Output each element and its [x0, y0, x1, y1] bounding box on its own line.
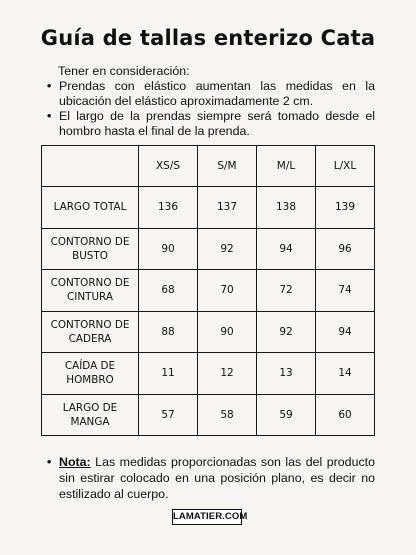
intro-bullet-elastic: • Prendas con elástico aumentan las medidas en la ubicación del elástico aproximadamente 2 cm.: [47, 79, 375, 109]
note-bullet: [47, 454, 375, 502]
size-table-header-row: [42, 146, 375, 187]
header-cell-xs-s: XS/S: [139, 146, 198, 187]
table-cell: 13: [257, 353, 316, 395]
table-row: [42, 353, 375, 395]
header-cell-l-xl: L/XL: [316, 146, 375, 187]
size-table: [41, 145, 375, 436]
header-cell-s-m: S/M: [198, 146, 257, 187]
table-cell: 59: [257, 394, 316, 436]
table-row: [42, 187, 375, 229]
table-cell: 60: [316, 394, 375, 436]
table-cell: 92: [257, 311, 316, 353]
header-cell-empty: [42, 146, 139, 187]
row-label: LARGO TOTAL: [42, 187, 139, 229]
page-title: Guía de tallas enterizo Cata: [40, 26, 376, 50]
table-cell: 88: [139, 311, 198, 353]
row-label: CONTORNO DE BUSTO: [42, 228, 139, 270]
table-cell: 57: [139, 394, 198, 436]
table-cell: 92: [198, 228, 257, 270]
intro-section: [47, 64, 375, 139]
row-label: CONTORNO DE CADERA: [42, 311, 139, 353]
intro-bullet-length: • El largo de la prendas siempre será tomado desde el hombro hasta el final de la prenda.: [47, 109, 375, 139]
row-label: CAÍDA DE HOMBRO: [42, 353, 139, 395]
intro-bullet-list: [47, 79, 375, 139]
table-cell: 12: [198, 353, 257, 395]
table-cell: 90: [139, 228, 198, 270]
table-cell: 136: [139, 187, 198, 229]
table-cell: 14: [316, 353, 375, 395]
row-label: CONTORNO DE CINTURA: [42, 270, 139, 312]
table-row: [42, 311, 375, 353]
table-row: [42, 394, 375, 436]
intro-lead: Tener en consideración:: [58, 64, 190, 78]
table-cell: 90: [198, 311, 257, 353]
table-cell: 11: [139, 353, 198, 395]
header-cell-m-l: M/L: [257, 146, 316, 187]
table-row: [42, 270, 375, 312]
table-cell: 68: [139, 270, 198, 312]
note-label: Nota:: [59, 455, 91, 469]
table-cell: 137: [198, 187, 257, 229]
table-cell: 94: [257, 228, 316, 270]
row-label: LARGO DE MANGA: [42, 394, 139, 436]
table-cell: 58: [198, 394, 257, 436]
note-text: Las medidas proporcionadas son las del producto sin estirar colocado en una posición plano, es decir no estilizado al cuerpo.: [59, 455, 375, 501]
table-cell: 96: [316, 228, 375, 270]
note-section: [47, 454, 375, 502]
brand-badge: LAMATIER.COM: [172, 509, 242, 525]
table-cell: 138: [257, 187, 316, 229]
table-cell: 139: [316, 187, 375, 229]
table-row: [42, 228, 375, 270]
table-cell: 72: [257, 270, 316, 312]
table-cell: 74: [316, 270, 375, 312]
table-cell: 70: [198, 270, 257, 312]
table-cell: 94: [316, 311, 375, 353]
